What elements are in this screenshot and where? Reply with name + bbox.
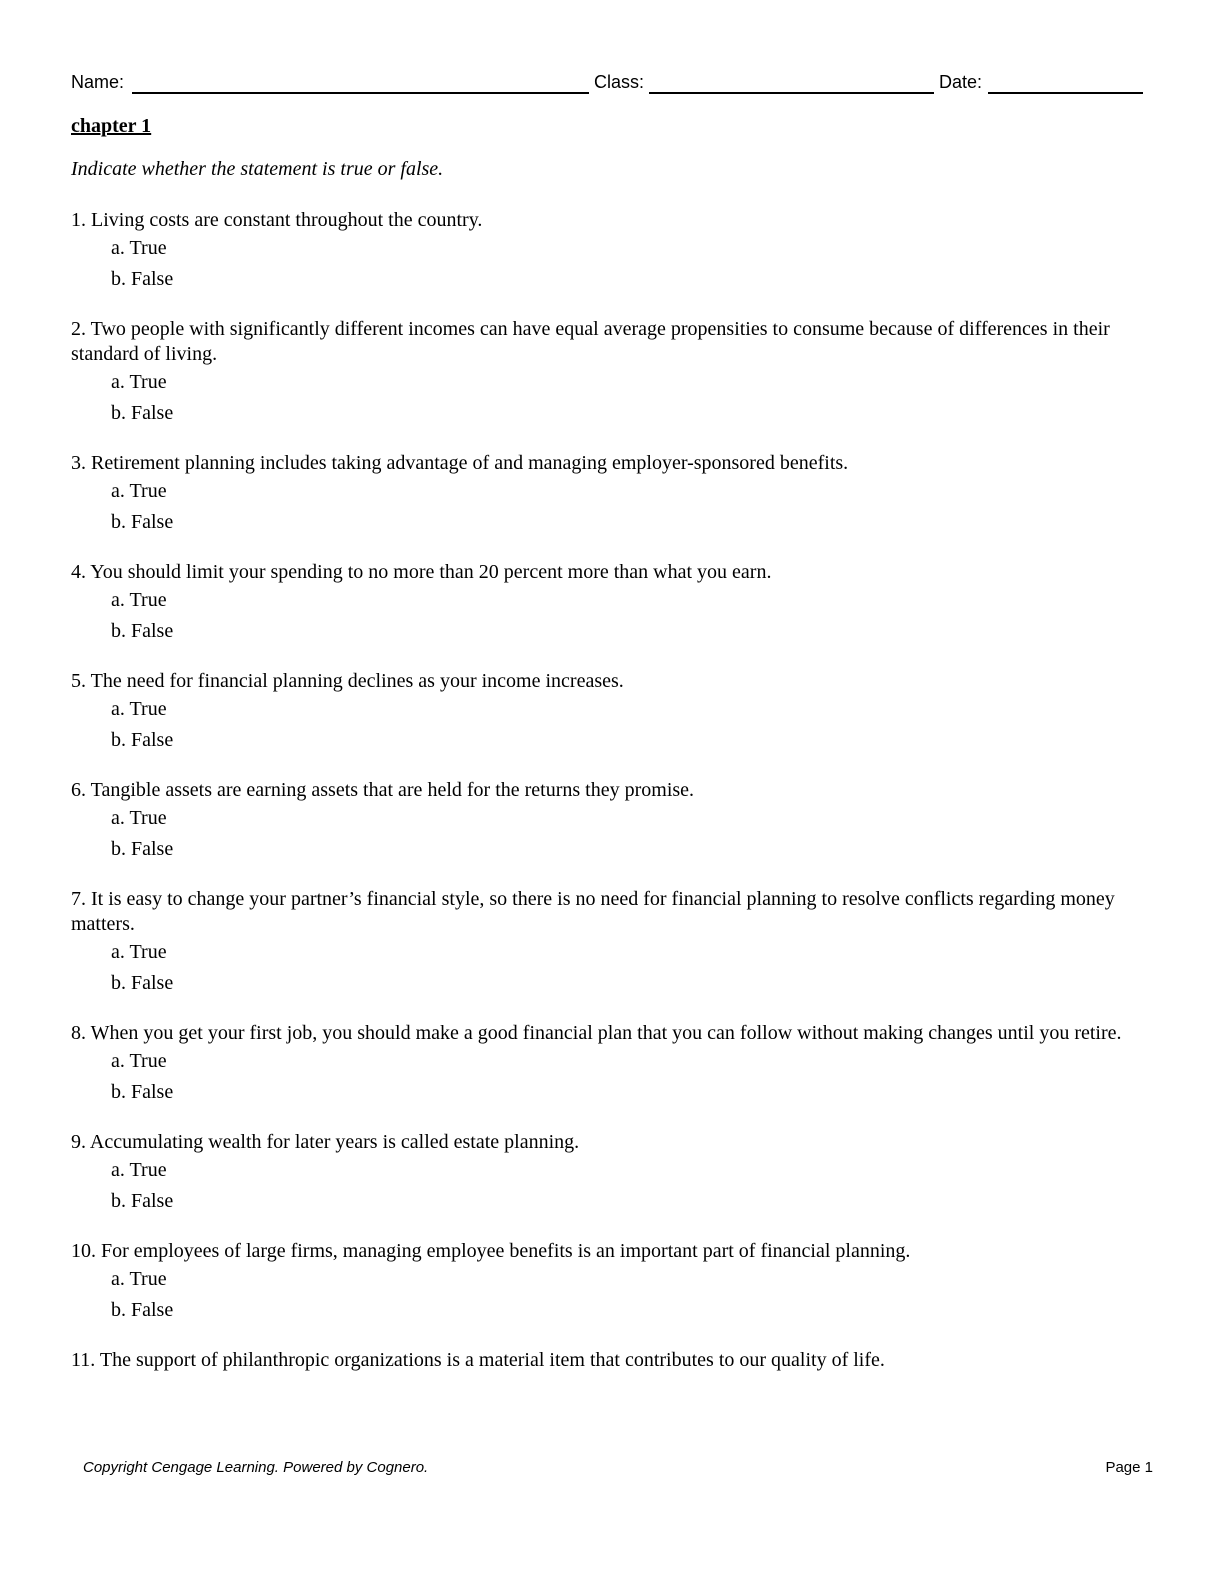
question-statement: For employees of large firms, managing employee benefits is an important part of financial planning. <box>101 1240 911 1262</box>
question-text <box>71 887 1146 937</box>
question-statement: It is easy to change your partner’s financial style, so there is no need for financial planning to resolve conflicts regarding money matters. <box>71 888 1115 935</box>
question-item <box>71 1021 1146 1108</box>
question-number: 8. <box>71 1022 86 1044</box>
date-field[interactable] <box>988 92 1143 94</box>
question-item <box>71 887 1146 999</box>
question-number: 10. <box>71 1240 96 1262</box>
question-number: 9. <box>71 1131 86 1153</box>
answer-option[interactable]: a. True <box>111 1050 167 1072</box>
answer-option[interactable]: b. False <box>111 511 174 533</box>
question-statement: Accumulating wealth for later years is called estate planning. <box>89 1131 580 1153</box>
question-item <box>71 560 1146 647</box>
question-text <box>71 451 1146 476</box>
question-text <box>71 560 1146 585</box>
question-text <box>71 208 1146 233</box>
date-label: Date: <box>939 72 983 92</box>
class-field[interactable] <box>649 92 934 94</box>
answer-option[interactable]: a. True <box>111 941 167 963</box>
answer-option[interactable]: b. False <box>111 1081 174 1103</box>
question-number: 11. <box>71 1349 96 1371</box>
document-body <box>71 112 1146 1395</box>
instructions: Indicate whether the statement is true or false. <box>71 158 444 180</box>
page-number: Page 1 <box>1105 1459 1153 1476</box>
answer-option[interactable]: b. False <box>111 1299 174 1321</box>
answer-option[interactable]: b. False <box>111 729 174 751</box>
question-text <box>71 1239 1146 1264</box>
question-item <box>71 208 1146 295</box>
question-item <box>71 451 1146 538</box>
section-title: chapter 1 <box>71 115 152 137</box>
answer-option[interactable]: a. True <box>111 807 167 829</box>
question-statement: Two people with significantly different incomes can have equal average propensities to consume because of differences in their standard of living. <box>71 318 1110 365</box>
question-item <box>71 317 1146 429</box>
answer-option[interactable]: b. False <box>111 838 174 860</box>
question-statement: Tangible assets are earning assets that are held for the returns they promise. <box>90 779 695 801</box>
question-number: 6. <box>71 779 86 801</box>
question-item <box>71 1348 1146 1373</box>
question-text <box>71 778 1146 803</box>
answer-option[interactable]: a. True <box>111 237 167 259</box>
question-text <box>71 1130 1146 1155</box>
question-item <box>71 1239 1146 1326</box>
question-list <box>71 208 1146 1373</box>
answer-option[interactable]: b. False <box>111 1190 174 1212</box>
answer-option[interactable]: b. False <box>111 402 174 424</box>
question-statement: The need for financial planning declines as your income increases. <box>90 670 624 692</box>
question-statement: When you get your first job, you should make a good financial plan that you can follow without making changes until you retire. <box>90 1022 1122 1044</box>
answer-option[interactable]: b. False <box>111 972 174 994</box>
answer-option[interactable]: a. True <box>111 1268 167 1290</box>
answer-option[interactable]: a. True <box>111 480 167 502</box>
question-number: 4. <box>71 561 86 583</box>
question-number: 7. <box>71 888 86 910</box>
question-statement: Retirement planning includes taking advantage of and managing employer-sponsored benefits. <box>91 452 849 474</box>
question-item <box>71 778 1146 865</box>
answer-option[interactable]: a. True <box>111 589 167 611</box>
question-number: 3. <box>71 452 86 474</box>
header-row <box>71 70 1143 96</box>
name-label: Name: <box>71 72 125 92</box>
question-text <box>71 317 1146 367</box>
copyright-text: Copyright Cengage Learning. Powered by Cognero. <box>83 1459 429 1476</box>
question-item <box>71 669 1146 756</box>
question-number: 1. <box>71 209 86 231</box>
question-text <box>71 1348 1146 1373</box>
question-text <box>71 1021 1146 1046</box>
question-number: 5. <box>71 670 86 692</box>
question-number: 2. <box>71 318 86 340</box>
question-item <box>71 1130 1146 1217</box>
answer-option[interactable]: a. True <box>111 371 167 393</box>
class-label: Class: <box>594 72 645 92</box>
question-text <box>71 669 1146 694</box>
answer-option[interactable]: b. False <box>111 268 174 290</box>
question-statement: You should limit your spending to no more than 20 percent more than what you earn. <box>90 561 772 583</box>
answer-option[interactable]: a. True <box>111 1159 167 1181</box>
name-field[interactable] <box>132 92 589 94</box>
answer-option[interactable]: a. True <box>111 698 167 720</box>
question-statement: Living costs are constant throughout the country. <box>91 209 483 231</box>
question-statement: The support of philanthropic organizations is a material item that contributes to our quality of life. <box>99 1349 885 1371</box>
answer-option[interactable]: b. False <box>111 620 174 642</box>
